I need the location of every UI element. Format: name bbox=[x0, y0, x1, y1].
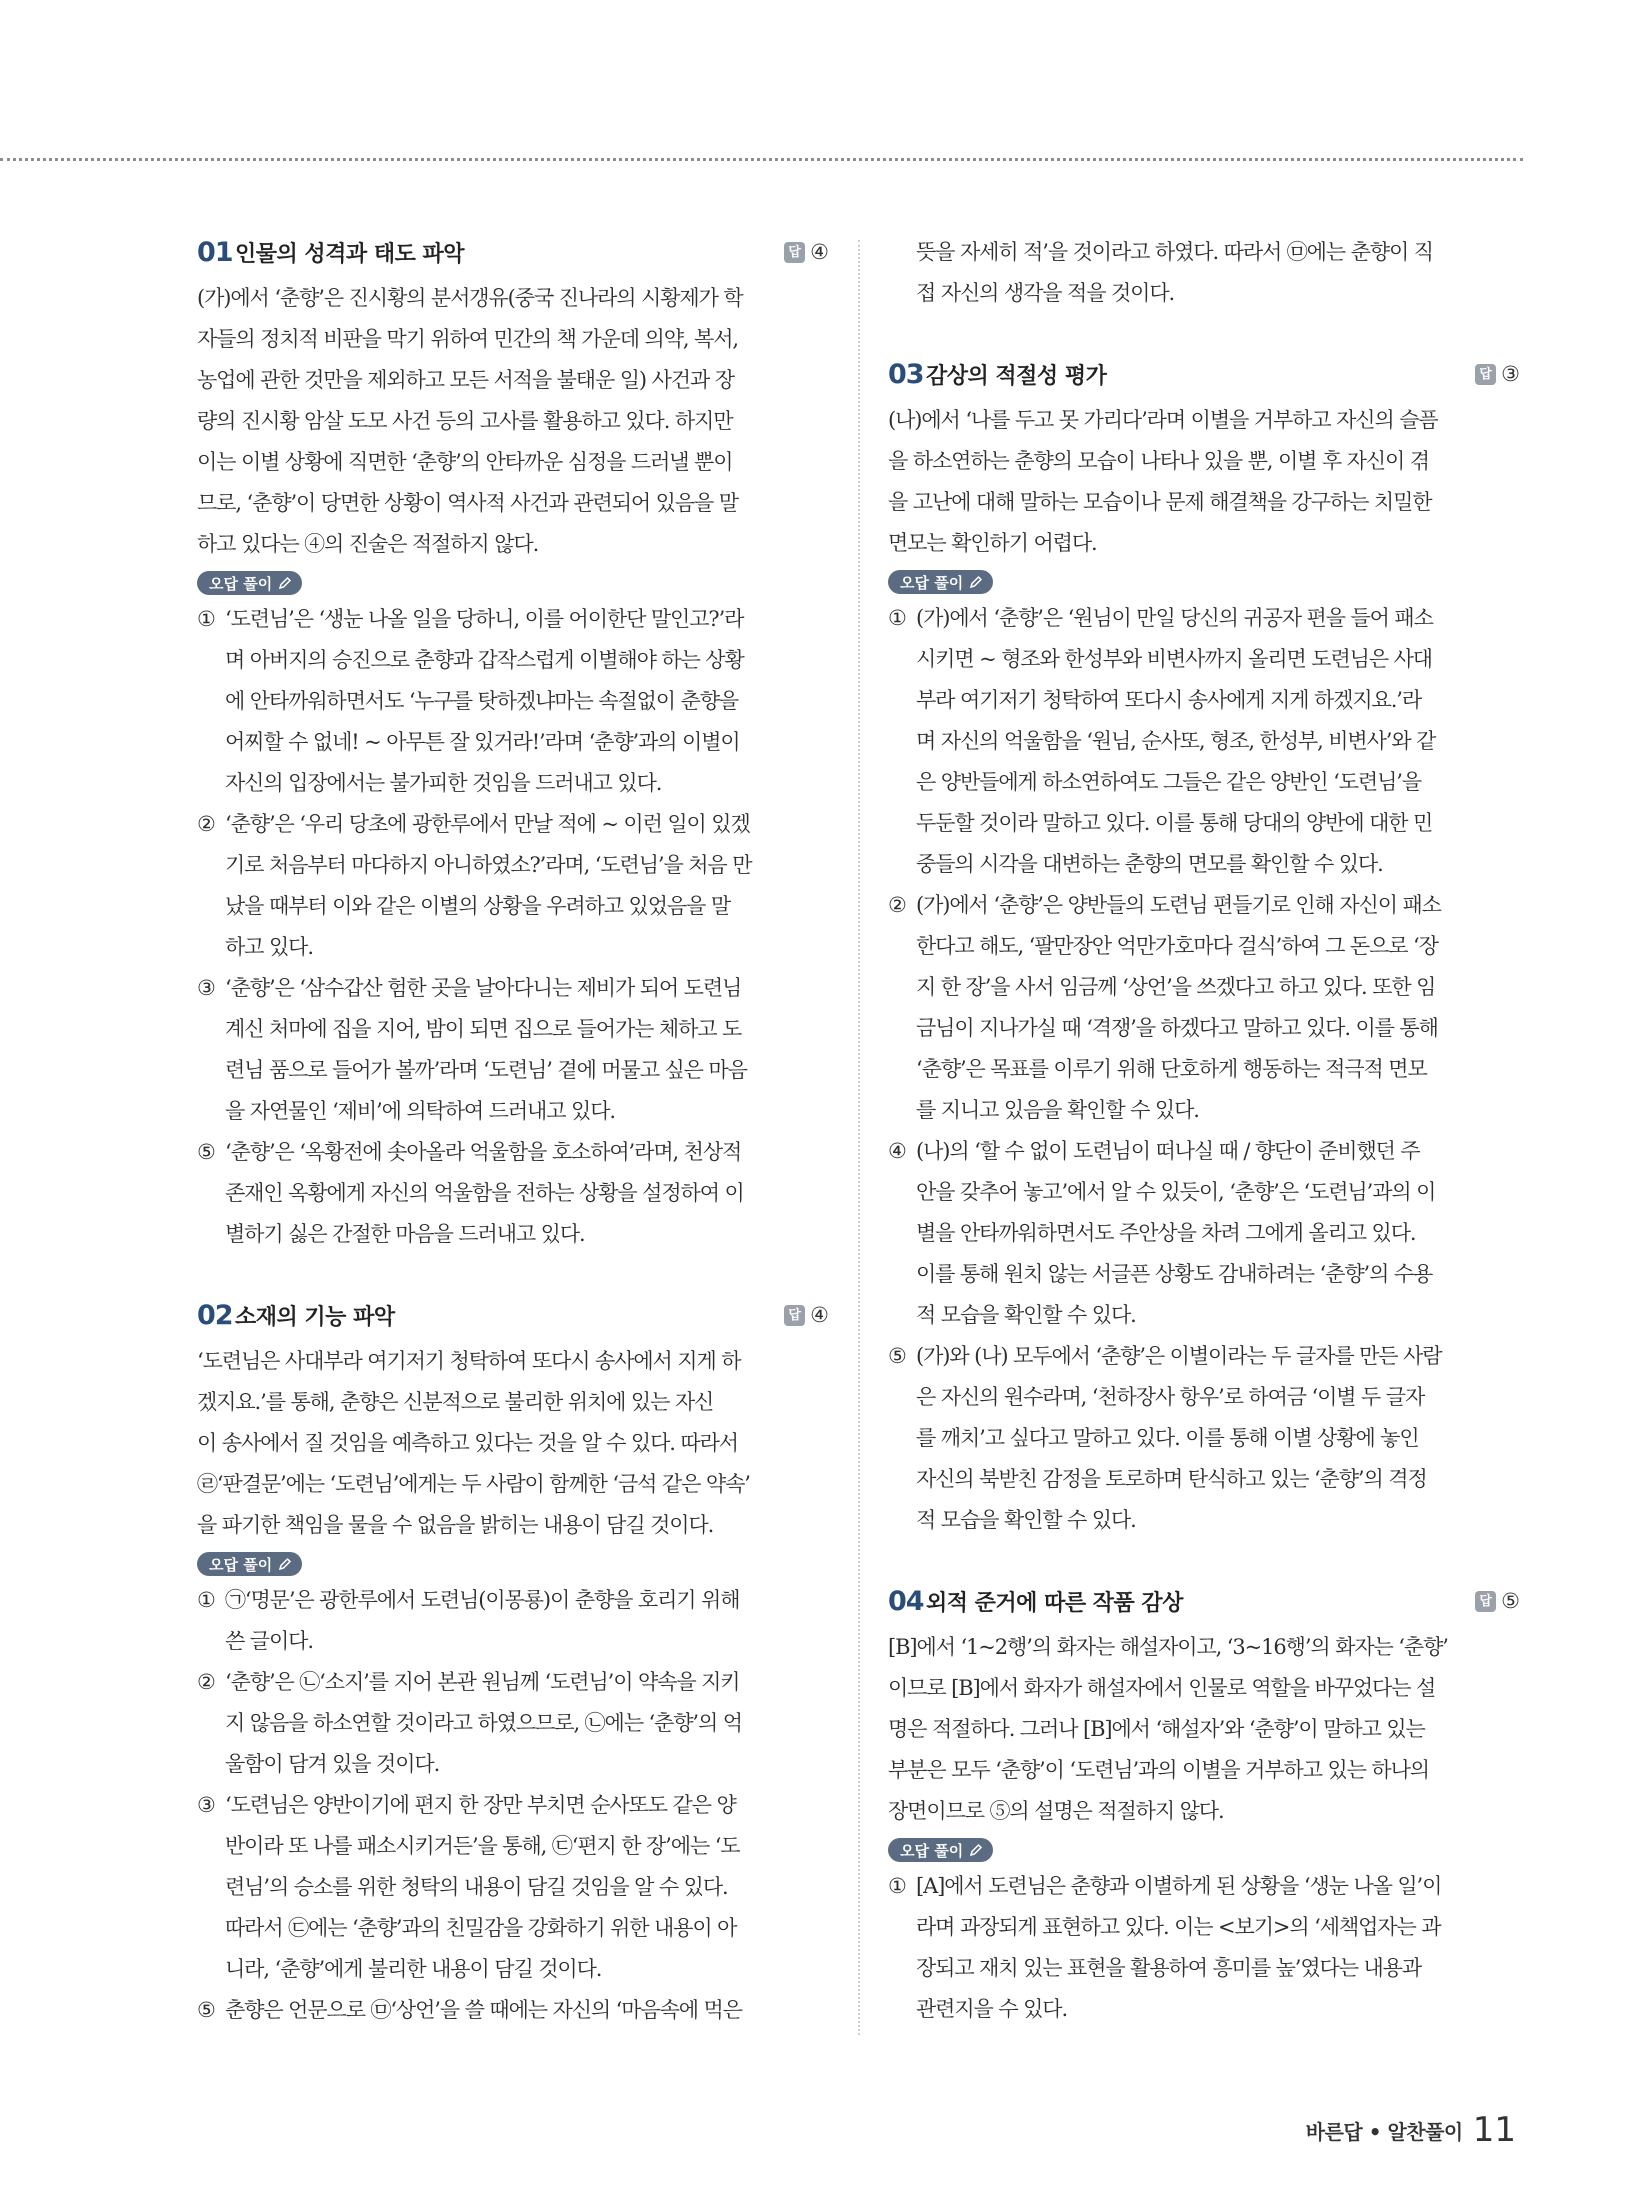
answer-tag bbox=[1475, 362, 1520, 386]
item-number: ① bbox=[197, 607, 216, 631]
paragraph-line: 자들의 정치적 비판을 막기 위하여 민간의 책 가운데 의약, 복서, bbox=[197, 327, 738, 351]
wrong-answer-list bbox=[197, 599, 829, 1255]
pencil-icon bbox=[969, 1843, 983, 1857]
item-line: 춘향은 언문으로 ㉤‘상언’을 쓸 때에는 자신의 ‘마음속에 먹은 bbox=[225, 1998, 742, 2022]
pencil-icon bbox=[969, 575, 983, 589]
item-text bbox=[225, 804, 829, 968]
section-header bbox=[888, 354, 1520, 394]
item-number: ① bbox=[888, 1874, 907, 1898]
wrong-answer-item bbox=[888, 598, 1520, 885]
item-line: ㉠‘명문’은 광한루에서 도련님(이몽룡)이 춘향을 호리기 위해 bbox=[225, 1588, 740, 1612]
item-number: ④ bbox=[888, 1139, 907, 1163]
item-number: ③ bbox=[197, 976, 216, 1000]
paragraph-line: (가)에서 ‘춘향’은 진시황의 분서갱유(중국 진나라의 시황제가 학 bbox=[197, 286, 743, 310]
item-line: 에 안타까워하면서도 ‘누구를 탓하겠냐마는 속절없이 춘향을 bbox=[225, 689, 739, 713]
item-line: 따라서 ㉢에는 ‘춘향’과의 친밀감을 강화하기 위한 내용이 아 bbox=[225, 1916, 737, 1940]
answer-number: ④ bbox=[810, 1303, 829, 1327]
item-line: 기로 처음부터 마다하지 아니하였소?’라며, ‘도련님’을 처음 만 bbox=[225, 853, 752, 877]
item-line: 며 자신의 억울함을 ‘원님, 순사또, 형조, 한성부, 비변사’와 같 bbox=[916, 729, 1436, 753]
section-title: 소재의 기능 파악 bbox=[235, 1304, 395, 1330]
answer-tag bbox=[1475, 1589, 1520, 1613]
wrong-answer-list bbox=[888, 598, 1520, 1541]
pencil-icon bbox=[278, 576, 292, 590]
section-03 bbox=[888, 354, 1520, 1541]
section-04 bbox=[888, 1581, 1520, 2030]
paragraph-line: 을 하소연하는 춘향의 모습이 나타나 있을 뿐, 이별 후 자신이 겪 bbox=[888, 449, 1429, 473]
answer-badge: 답 bbox=[1475, 1591, 1496, 1612]
answer-badge: 답 bbox=[1475, 364, 1496, 385]
page-footer bbox=[1306, 2110, 1516, 2150]
wrong-answer-list bbox=[197, 1580, 829, 2031]
item-text bbox=[225, 1785, 829, 1990]
paragraph-line: 부분은 모두 ‘춘향’이 ‘도련님’과의 이별을 거부하고 있는 하나의 bbox=[888, 1758, 1429, 1782]
item-line: 은 자신의 원수라며, ‘천하장사 항우’로 하여금 ‘이별 두 글자 bbox=[916, 1385, 1425, 1409]
item-line: 금님이 지나가실 때 ‘격쟁’을 하겠다고 말하고 있다. 이를 통해 bbox=[916, 1016, 1438, 1040]
item-line: 를 깨치’고 싶다고 말하고 있다. 이를 통해 이별 상황에 놓인 bbox=[916, 1426, 1419, 1450]
section-number: 03 bbox=[888, 358, 924, 390]
item-line: 적 모습을 확인할 수 있다. bbox=[916, 1508, 1136, 1532]
wrong-answer-item bbox=[888, 1336, 1520, 1541]
item-line: 하고 있다. bbox=[225, 935, 313, 959]
paragraph-line: 을 파기한 책임을 물을 수 없음을 밝히는 내용이 담길 것이다. bbox=[197, 1513, 714, 1537]
item-line: 났을 때부터 이와 같은 이별의 상황을 우려하고 있었음을 말 bbox=[225, 894, 731, 918]
item-line: 뜻을 자세히 적’을 것이라고 하였다. 따라서 ㉤에는 춘향이 직 bbox=[916, 240, 1433, 264]
item-line: 이를 통해 원치 않는 서글픈 상황도 감내하려는 ‘춘향’의 수용 bbox=[916, 1262, 1433, 1286]
item-line: ‘도련님은 양반이기에 편지 한 장만 부치면 순사또도 같은 양 bbox=[225, 1793, 736, 1817]
item-text bbox=[916, 1336, 1520, 1541]
item-number: ② bbox=[888, 893, 907, 917]
paragraph-line: [B]에서 ‘1~2행’의 화자는 해설자이고, ‘3~16행’의 화자는 ‘춘향’ bbox=[888, 1635, 1448, 1659]
paragraph-line: 이는 이별 상황에 직면한 ‘춘향’의 안타까운 심정을 드러낼 뿐이 bbox=[197, 450, 733, 474]
answer-tag bbox=[784, 240, 829, 264]
item-line: 시키면 ~ 형조와 한성부와 비변사까지 올리면 도련님은 사대 bbox=[916, 647, 1432, 671]
answer-number: ③ bbox=[1501, 362, 1520, 386]
item-line: (가)와 (나) 모두에서 ‘춘향’은 이별이라는 두 글자를 만든 사람 bbox=[916, 1344, 1442, 1368]
section-01 bbox=[197, 232, 829, 1255]
item-line: 접 자신의 생각을 적을 것이다. bbox=[916, 281, 1175, 305]
wrong-answer-item bbox=[888, 1866, 1520, 2030]
item-line: 한다고 해도, ‘팔만장안 억만가호마다 걸식’하여 그 돈으로 ‘장 bbox=[916, 934, 1438, 958]
top-dotted-rule bbox=[0, 158, 1523, 161]
item-line: 두둔할 것이라 말하고 있다. 이를 통해 당대의 양반에 대한 민 bbox=[916, 811, 1433, 835]
answer-tag bbox=[784, 1303, 829, 1327]
right-column bbox=[888, 232, 1520, 2030]
paragraph-line: 이 송사에서 질 것임을 예측하고 있다는 것을 알 수 있다. 따라서 bbox=[197, 1431, 738, 1455]
explanation-paragraph bbox=[888, 1627, 1520, 1832]
paragraph-line: 량의 진시황 암살 도모 사건 등의 고사를 활용하고 있다. 하지만 bbox=[197, 409, 733, 433]
item-line: 울함이 담겨 있을 것이다. bbox=[225, 1752, 440, 1776]
paragraph-line: ㉣‘판결문’에는 ‘도련님’에게는 두 사람이 함께한 ‘금석 같은 약속’ bbox=[197, 1472, 750, 1496]
item-text bbox=[225, 968, 829, 1132]
item-number: ① bbox=[888, 606, 907, 630]
item-text bbox=[225, 599, 829, 804]
section-header bbox=[888, 1581, 1520, 1621]
wrong-answer-item bbox=[197, 1132, 829, 1255]
section-title: 외적 준거에 따른 작품 감상 bbox=[926, 1590, 1183, 1616]
wrong-answer-item bbox=[197, 804, 829, 968]
item-line: 자신의 입장에서는 불가피한 것임을 드러내고 있다. bbox=[225, 771, 662, 795]
wrong-answer-item bbox=[197, 1785, 829, 1990]
paragraph-line: 을 고난에 대해 말하는 모습이나 문제 해결책을 강구하는 치밀한 bbox=[888, 490, 1432, 514]
item-number: ⑤ bbox=[197, 1998, 216, 2022]
paragraph-line: 장면이므로 ⑤의 설명은 적절하지 않다. bbox=[888, 1799, 1224, 1823]
wrong-answer-item bbox=[197, 1990, 829, 2031]
item-line: 장되고 재치 있는 표현을 활용하여 흥미를 높’였다는 내용과 bbox=[916, 1956, 1422, 1980]
item-number: ① bbox=[197, 1588, 216, 1612]
wrong-answer-pill bbox=[197, 571, 302, 595]
item-line: ‘춘향’은 ‘우리 당초에 광한루에서 만날 적에 ~ 이런 일이 있겠 bbox=[225, 812, 750, 836]
wrong-answer-item bbox=[197, 968, 829, 1132]
answer-number: ④ bbox=[810, 240, 829, 264]
item-number: ③ bbox=[197, 1793, 216, 1817]
answer-badge: 답 bbox=[784, 242, 805, 263]
item-text bbox=[916, 598, 1520, 885]
wrong-answer-item bbox=[197, 1580, 829, 1662]
item-line: ‘춘향’은 목표를 이루기 위해 단호하게 행동하는 적극적 면모 bbox=[916, 1057, 1427, 1081]
page-number: 11 bbox=[1472, 2110, 1516, 2150]
explanation-paragraph bbox=[197, 278, 829, 565]
wrong-answer-pill bbox=[888, 1838, 993, 1862]
section-02 bbox=[197, 1295, 829, 2031]
explanation-paragraph bbox=[888, 400, 1520, 564]
paragraph-line: 겠지요.’를 통해, 춘향은 신분적으로 불리한 위치에 있는 자신 bbox=[197, 1390, 714, 1414]
paragraph-line: 이므로 [B]에서 화자가 해설자에서 인물로 역할을 바꾸었다는 설 bbox=[888, 1676, 1436, 1700]
item-line: 안을 갖추어 놓고’에서 알 수 있듯이, ‘춘향’은 ‘도련님’과의 이 bbox=[916, 1180, 1436, 1204]
item-line: 라며 과장되게 표현하고 있다. 이는 <보기>의 ‘세책업자는 과 bbox=[916, 1915, 1441, 1939]
item-text bbox=[916, 1866, 1520, 2030]
section-number: 04 bbox=[888, 1585, 924, 1617]
paragraph-line: 하고 있다는 ④의 진술은 적절하지 않다. bbox=[197, 532, 539, 556]
paragraph-line: 면모는 확인하기 어렵다. bbox=[888, 531, 1097, 555]
paragraph-line: 농업에 관한 것만을 제외하고 모든 서적을 불태운 일) 사건과 장 bbox=[197, 368, 734, 392]
pencil-icon bbox=[278, 1557, 292, 1571]
item-line: [A]에서 도련님은 춘향과 이별하게 된 상황을 ‘생눈 나올 일’이 bbox=[916, 1874, 1442, 1898]
item-line: 를 지니고 있음을 확인할 수 있다. bbox=[916, 1098, 1199, 1122]
continued-text bbox=[916, 232, 1520, 314]
section-header bbox=[197, 232, 829, 272]
wrong-answer-list bbox=[888, 1866, 1520, 2030]
item-line: 을 자연물인 ‘제비’에 의탁하여 드러내고 있다. bbox=[225, 1099, 615, 1123]
item-line: 련님’의 승소를 위한 청탁의 내용이 담길 것임을 알 수 있다. bbox=[225, 1875, 728, 1899]
item-line: 존재인 옥황에게 자신의 억울함을 전하는 상황을 설정하여 이 bbox=[225, 1181, 744, 1205]
section-title: 감상의 적절성 평가 bbox=[926, 363, 1107, 389]
column-divider bbox=[858, 240, 860, 2035]
item-line: ‘춘향’은 ‘삼수갑산 험한 곳을 날아다니는 제비가 되어 도련님 bbox=[225, 976, 742, 1000]
item-line: (가)에서 ‘춘향’은 ‘원님이 만일 당신의 귀공자 편을 들어 패소 bbox=[916, 606, 1433, 630]
section-header bbox=[197, 1295, 829, 1335]
pill-label: 오답 풀이 bbox=[209, 1555, 273, 1574]
item-line: (나)의 ‘할 수 없이 도련님이 떠나실 때 / 향단이 준비했던 주 bbox=[916, 1139, 1420, 1163]
item-text bbox=[225, 1132, 829, 1255]
footer-label: 바른답 • 알찬풀이 bbox=[1305, 2119, 1463, 2144]
item-line: 별하기 싫은 간절한 마음을 드러내고 있다. bbox=[225, 1222, 585, 1246]
item-line: 중들의 시각을 대변하는 춘향의 면모를 확인할 수 있다. bbox=[916, 852, 1383, 876]
item-text bbox=[916, 1131, 1520, 1336]
item-line: 은 양반들에게 하소연하여도 그들은 같은 양반인 ‘도련님’을 bbox=[916, 770, 1422, 794]
paragraph-line: (나)에서 ‘나를 두고 못 가리다’라며 이별을 거부하고 자신의 슬픔 bbox=[888, 408, 1438, 432]
paragraph-line: 므로, ‘춘향’이 당면한 상황이 역사적 사건과 관련되어 있음을 말 bbox=[197, 491, 738, 515]
wrong-answer-pill bbox=[197, 1552, 302, 1576]
item-number: ② bbox=[197, 1670, 216, 1694]
item-line: 지 한 장’을 사서 임금께 ‘상언’을 쓰겠다고 하고 있다. 또한 임 bbox=[916, 975, 1436, 999]
item-line: 반이라 또 나를 패소시키거든’을 통해, ㉢‘편지 한 장’에는 ‘도 bbox=[225, 1834, 740, 1858]
item-number: ⑤ bbox=[888, 1344, 907, 1368]
item-line: 며 아버지의 승진으로 춘향과 갑작스럽게 이별해야 하는 상황 bbox=[225, 648, 744, 672]
item-line: 니라, ‘춘향’에게 불리한 내용이 담길 것이다. bbox=[225, 1957, 602, 1981]
pill-label: 오답 풀이 bbox=[900, 573, 964, 592]
item-line: 어찌할 수 없네! ~ 아무튼 잘 있거라!’라며 ‘춘향’과의 이별이 bbox=[225, 730, 740, 754]
item-text bbox=[225, 1990, 829, 2031]
paragraph-line: 명은 적절하다. 그러나 [B]에서 ‘해설자’와 ‘춘향’이 말하고 있는 bbox=[888, 1717, 1425, 1741]
item-line: (가)에서 ‘춘향’은 양반들의 도련님 편들기로 인해 자신이 패소 bbox=[916, 893, 1441, 917]
answer-badge: 답 bbox=[784, 1305, 805, 1326]
pill-label: 오답 풀이 bbox=[209, 574, 273, 593]
item-line: 지 않음을 하소연할 것이라고 하였으므로, ㉡에는 ‘춘향’의 억 bbox=[225, 1711, 742, 1735]
item-line: 관련지을 수 있다. bbox=[916, 1997, 1068, 2021]
section-number: 02 bbox=[197, 1299, 233, 1331]
wrong-answer-item bbox=[888, 885, 1520, 1131]
left-column bbox=[197, 232, 829, 2031]
item-text bbox=[916, 885, 1520, 1131]
wrong-answer-item bbox=[197, 599, 829, 804]
item-line: 자신의 북받친 감정을 토로하며 탄식하고 있는 ‘춘향’의 격정 bbox=[916, 1467, 1427, 1491]
item-number: ② bbox=[197, 812, 216, 836]
item-line: 부라 여기저기 청탁하여 또다시 송사에게 지게 하겠지요.’라 bbox=[916, 688, 1422, 712]
item-line: ‘도련님’은 ‘생눈 나올 일을 당하니, 이를 어이한단 말인고?’라 bbox=[225, 607, 744, 631]
item-line: 적 모습을 확인할 수 있다. bbox=[916, 1303, 1136, 1327]
item-line: ‘춘향’은 ㉡‘소지’를 지어 본관 원님께 ‘도련님’이 약속을 지키 bbox=[225, 1670, 740, 1694]
item-line: 련님 품으로 들어가 볼까’라며 ‘도련님’ 곁에 머물고 싶은 마음 bbox=[225, 1058, 747, 1082]
item-line: 계신 처마에 집을 지어, 밤이 되면 집으로 들어가는 체하고 도 bbox=[225, 1017, 742, 1041]
paragraph-line: ‘도련님은 사대부라 여기저기 청탁하여 또다시 송사에서 지게 하 bbox=[197, 1349, 741, 1373]
pill-label: 오답 풀이 bbox=[900, 1841, 964, 1860]
continued-item bbox=[888, 232, 1520, 314]
item-number: ⑤ bbox=[197, 1140, 216, 1164]
answer-number: ⑤ bbox=[1501, 1589, 1520, 1613]
item-text bbox=[225, 1662, 829, 1785]
explanation-paragraph bbox=[197, 1341, 829, 1546]
wrong-answer-item bbox=[197, 1662, 829, 1785]
item-line: 별을 안타까워하면서도 주안상을 차려 그에게 올리고 있다. bbox=[916, 1221, 1416, 1245]
section-title: 인물의 성격과 태도 파악 bbox=[235, 241, 464, 267]
section-number: 01 bbox=[197, 236, 233, 268]
item-line: 쓴 글이다. bbox=[225, 1629, 313, 1653]
wrong-answer-item bbox=[888, 1131, 1520, 1336]
item-line: ‘춘향’은 ‘옥황전에 솟아올라 억울함을 호소하여’라며, 천상적 bbox=[225, 1140, 742, 1164]
wrong-answer-pill bbox=[888, 570, 993, 594]
item-text bbox=[225, 1580, 829, 1662]
